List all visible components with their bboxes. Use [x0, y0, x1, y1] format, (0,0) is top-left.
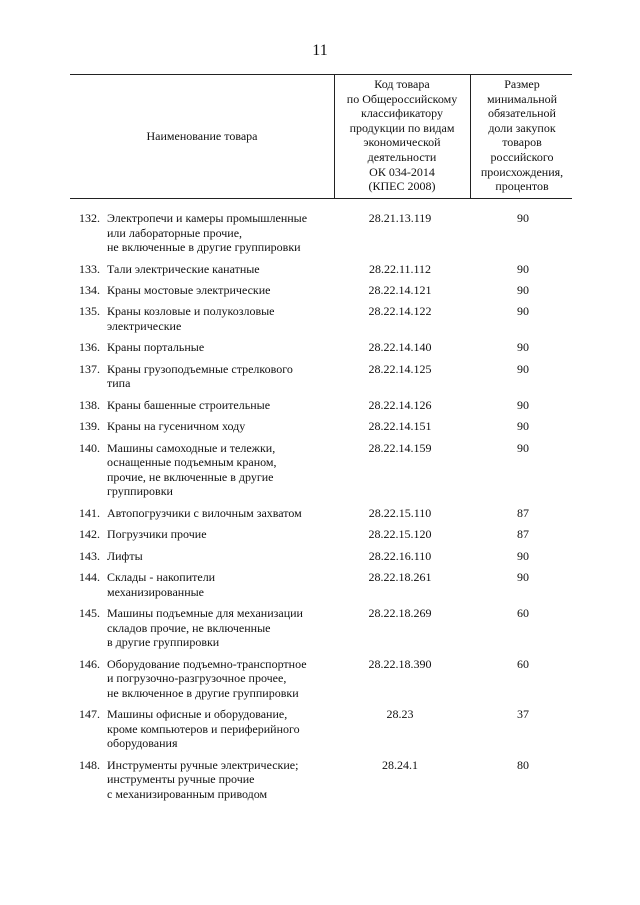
row-number: 139.: [79, 419, 100, 434]
row-number: 144.: [79, 569, 100, 584]
row-code: 28.22.15.110: [368, 505, 432, 520]
row-name: Краны грузоподъемные стрелкового типа: [107, 361, 293, 391]
row-code: 28.22.18.269: [368, 605, 432, 620]
row-name: Инструменты ручные электрические; инструменты ручные прочие с механизированным приводом: [107, 757, 299, 801]
row-number: 145.: [79, 605, 100, 620]
row-name: Машины подъемные для механизации складов прочие, не включенные в другие группировки: [107, 605, 303, 650]
header-name: Наименование товара: [146, 129, 258, 143]
row-percent: 90: [517, 304, 529, 319]
table-row: [0, 304, 640, 340]
row-name: Краны портальные: [107, 340, 205, 355]
row-number: 147.: [79, 707, 100, 722]
row-percent: 80: [517, 757, 529, 772]
row-percent: 87: [517, 527, 529, 542]
table-row: [0, 419, 640, 440]
table-row: [0, 527, 640, 548]
table-row: [0, 606, 640, 657]
row-name: Склады - накопители механизированные: [107, 569, 216, 599]
header-code: Код товара по Общероссийскому классификатору продукции по видам экономической деятельности ОК 034-2014 (КПЕС 2008): [346, 77, 458, 194]
table-row: [0, 211, 640, 262]
row-name: Тали электрические канатные: [107, 261, 260, 276]
row-number: 140.: [79, 440, 100, 455]
row-name: Краны мостовые электрические: [107, 282, 271, 297]
table-row: [0, 441, 640, 506]
row-name: Электропечи и камеры промышленные или лабораторные прочие, не включенные в другие группировки: [107, 211, 308, 255]
table-row: [0, 262, 640, 283]
table-row: [0, 549, 640, 570]
row-code: 28.22.18.390: [368, 656, 432, 671]
row-code: 28.22.18.261: [368, 569, 432, 584]
row-percent: 90: [517, 440, 529, 455]
table-row: [0, 506, 640, 527]
row-percent: 90: [517, 361, 529, 376]
row-percent: 90: [517, 419, 529, 434]
row-name: Краны на гусеничном ходу: [107, 419, 246, 434]
row-name: Погрузчики прочие: [107, 527, 207, 542]
row-code: 28.23: [386, 707, 414, 722]
header-top-rule: [70, 74, 572, 75]
page-number: 11: [312, 42, 328, 59]
row-number: 134.: [79, 282, 100, 297]
table-row: [0, 340, 640, 361]
header-percent: Размер минимальной обязательной доли закупок товаров российского происхождения, процентов: [480, 77, 564, 194]
header-divider-1: [334, 74, 335, 198]
row-code: 28.22.14.121: [368, 282, 432, 297]
row-number: 142.: [79, 527, 100, 542]
row-number: 141.: [79, 505, 100, 520]
row-name: Краны козловые и полукозловые электрические: [107, 304, 275, 333]
row-number: 138.: [79, 397, 100, 412]
table-row: [0, 362, 640, 398]
row-code: 28.22.14.159: [368, 440, 432, 455]
row-number: 136.: [79, 340, 100, 355]
header-bottom-rule: [70, 198, 572, 199]
table-row: [0, 398, 640, 419]
table-row: [0, 283, 640, 304]
row-percent: 90: [517, 282, 529, 297]
row-percent: 37: [517, 707, 529, 722]
row-percent: 90: [517, 340, 529, 355]
table-row: [0, 758, 640, 809]
row-number: 137.: [79, 361, 100, 376]
row-code: 28.22.14.140: [368, 340, 432, 355]
row-code: 28.24.1: [382, 757, 418, 772]
header-divider-2: [470, 74, 471, 198]
row-number: 146.: [79, 656, 100, 671]
row-code: 28.21.13.119: [368, 211, 432, 225]
row-code: 28.22.14.126: [368, 397, 432, 412]
row-name: Краны башенные строительные: [107, 397, 271, 412]
row-name: Оборудование подъемно-транспортное и погрузочно-разгрузочное прочее, не включенное в другие группировки: [107, 656, 307, 700]
row-number: 132.: [79, 211, 100, 225]
row-percent: 90: [517, 569, 529, 584]
row-percent: 90: [517, 261, 529, 276]
row-percent: 60: [517, 605, 529, 620]
row-number: 135.: [79, 304, 100, 319]
row-code: 28.22.14.125: [368, 361, 432, 376]
row-name: Машины офисные и оборудование, кроме компьютеров и периферийного оборудования: [107, 707, 300, 751]
row-code: 28.22.16.110: [368, 548, 432, 563]
row-percent: 60: [517, 656, 529, 671]
row-number: 148.: [79, 757, 100, 772]
row-code: 28.22.14.151: [368, 419, 432, 434]
table-row: [0, 707, 640, 758]
row-number: 133.: [79, 261, 100, 276]
row-name: Автопогрузчики с вилочным захватом: [107, 505, 302, 520]
table-row: [0, 570, 640, 606]
row-percent: 87: [517, 505, 529, 520]
table-body: [0, 211, 640, 808]
row-name: Лифты: [107, 548, 143, 563]
row-percent: 90: [517, 397, 529, 412]
table-row: [0, 657, 640, 708]
row-percent: 90: [517, 211, 529, 225]
row-code: 28.22.15.120: [368, 527, 432, 542]
row-percent: 90: [517, 548, 529, 563]
row-code: 28.22.11.112: [368, 261, 432, 276]
row-number: 143.: [79, 548, 100, 563]
row-code: 28.22.14.122: [368, 304, 432, 319]
row-name: Машины самоходные и тележки, оснащенные подъемным краном, прочие, не включенные в другие группировки: [107, 440, 277, 499]
